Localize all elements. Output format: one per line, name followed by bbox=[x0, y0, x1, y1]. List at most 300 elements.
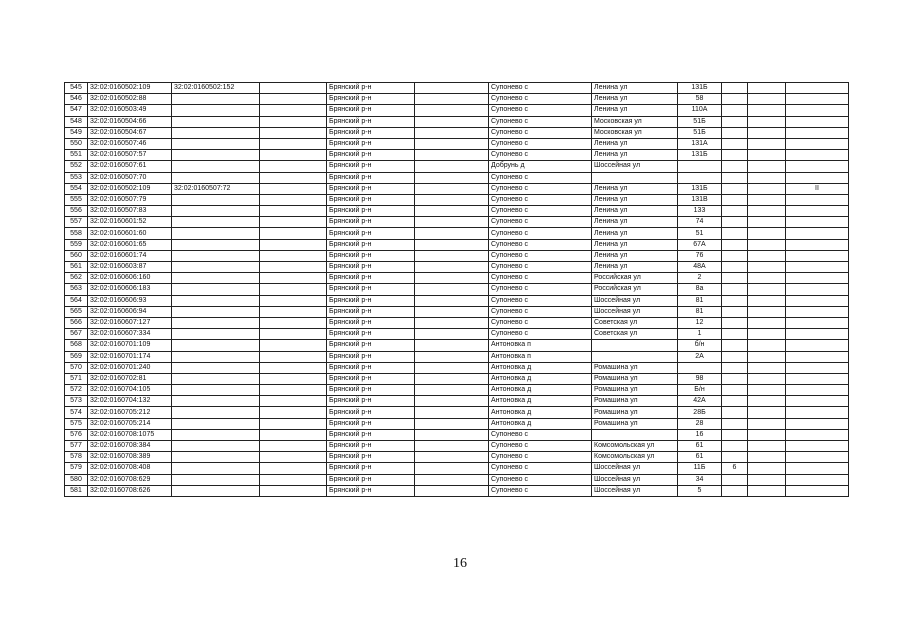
cadastral-number-cell: 32:02:0160606:93 bbox=[88, 295, 172, 306]
house-cell: 61 bbox=[678, 441, 722, 452]
table-row bbox=[65, 452, 849, 463]
mark-cell bbox=[786, 228, 849, 239]
empty-cell bbox=[415, 239, 489, 250]
row-number-cell: 548 bbox=[65, 116, 88, 127]
parent-cadastral-number-cell bbox=[172, 295, 260, 306]
parent-cadastral-number-cell bbox=[172, 239, 260, 250]
apartment-cell bbox=[722, 396, 748, 407]
empty-cell bbox=[415, 351, 489, 362]
parent-cadastral-number-cell bbox=[172, 262, 260, 273]
street-cell: Ромашина ул bbox=[592, 407, 678, 418]
parent-cadastral-number-cell bbox=[172, 351, 260, 362]
cadastral-number-cell: 32:02:0160507:57 bbox=[88, 150, 172, 161]
empty-cell bbox=[748, 295, 786, 306]
mark-cell bbox=[786, 250, 849, 261]
cadastral-number-cell: 32:02:0160502:109 bbox=[88, 83, 172, 94]
empty-cell bbox=[748, 385, 786, 396]
parent-cadastral-number-cell bbox=[172, 150, 260, 161]
empty-cell bbox=[748, 206, 786, 217]
locality-cell: Супонево с bbox=[489, 150, 592, 161]
street-cell: Шоссейная ул bbox=[592, 463, 678, 474]
parent-cadastral-number-cell bbox=[172, 407, 260, 418]
page-number: 16 bbox=[453, 556, 467, 571]
empty-cell bbox=[260, 172, 327, 183]
district-cell: Брянский р-н bbox=[327, 161, 415, 172]
cadastral-number-cell: 32:02:0160603:87 bbox=[88, 262, 172, 273]
district-cell: Брянский р-н bbox=[327, 206, 415, 217]
row-number-cell: 555 bbox=[65, 194, 88, 205]
table-row bbox=[65, 385, 849, 396]
empty-cell bbox=[260, 306, 327, 317]
locality-cell: Антоновка п bbox=[489, 351, 592, 362]
empty-cell bbox=[415, 194, 489, 205]
empty-cell bbox=[415, 83, 489, 94]
locality-cell: Супонево с bbox=[489, 83, 592, 94]
mark-cell bbox=[786, 373, 849, 384]
house-cell: Б/н bbox=[678, 385, 722, 396]
row-number-cell: 561 bbox=[65, 262, 88, 273]
apartment-cell bbox=[722, 250, 748, 261]
mark-cell bbox=[786, 284, 849, 295]
district-cell: Брянский р-н bbox=[327, 150, 415, 161]
empty-cell bbox=[260, 105, 327, 116]
mark-cell bbox=[786, 429, 849, 440]
table-row bbox=[65, 206, 849, 217]
district-cell: Брянский р-н bbox=[327, 429, 415, 440]
locality-cell: Супонево с bbox=[489, 485, 592, 496]
cadastral-number-cell: 32:02:0160504:67 bbox=[88, 127, 172, 138]
empty-cell bbox=[260, 441, 327, 452]
street-cell: Ленина ул bbox=[592, 194, 678, 205]
locality-cell: Супонево с bbox=[489, 317, 592, 328]
street-cell: Советская ул bbox=[592, 317, 678, 328]
district-cell: Брянский р-н bbox=[327, 183, 415, 194]
mark-cell bbox=[786, 83, 849, 94]
mark-cell bbox=[786, 329, 849, 340]
cadastral-number-cell: 32:02:0160704:105 bbox=[88, 385, 172, 396]
cadastral-number-cell: 32:02:0160507:61 bbox=[88, 161, 172, 172]
table-row bbox=[65, 407, 849, 418]
street-cell: Комсомольская ул bbox=[592, 452, 678, 463]
locality-cell: Добрунь д bbox=[489, 161, 592, 172]
empty-cell bbox=[748, 362, 786, 373]
empty-cell bbox=[260, 273, 327, 284]
house-cell: 58 bbox=[678, 94, 722, 105]
mark-cell bbox=[786, 340, 849, 351]
locality-cell: Супонево с bbox=[489, 105, 592, 116]
row-number-cell: 572 bbox=[65, 385, 88, 396]
apartment-cell bbox=[722, 385, 748, 396]
mark-cell bbox=[786, 127, 849, 138]
empty-cell bbox=[415, 362, 489, 373]
empty-cell bbox=[748, 239, 786, 250]
locality-cell: Супонево с bbox=[489, 295, 592, 306]
mark-cell bbox=[786, 217, 849, 228]
parent-cadastral-number-cell bbox=[172, 116, 260, 127]
district-cell: Брянский р-н bbox=[327, 385, 415, 396]
empty-cell bbox=[415, 183, 489, 194]
apartment-cell bbox=[722, 418, 748, 429]
row-number-cell: 574 bbox=[65, 407, 88, 418]
apartment-cell bbox=[722, 105, 748, 116]
cadastral-number-cell: 32:02:0160708:408 bbox=[88, 463, 172, 474]
street-cell: Шоссейная ул bbox=[592, 474, 678, 485]
empty-cell bbox=[748, 485, 786, 496]
empty-cell bbox=[415, 206, 489, 217]
row-number-cell: 545 bbox=[65, 83, 88, 94]
empty-cell bbox=[748, 452, 786, 463]
cadastral-number-cell: 32:02:0160504:66 bbox=[88, 116, 172, 127]
row-number-cell: 565 bbox=[65, 306, 88, 317]
locality-cell: Антоновка д bbox=[489, 396, 592, 407]
mark-cell bbox=[786, 262, 849, 273]
locality-cell: Супонево с bbox=[489, 183, 592, 194]
street-cell: Российская ул bbox=[592, 273, 678, 284]
empty-cell bbox=[415, 452, 489, 463]
empty-cell bbox=[748, 217, 786, 228]
empty-cell bbox=[260, 138, 327, 149]
district-cell: Брянский р-н bbox=[327, 317, 415, 328]
locality-cell: Супонево с bbox=[489, 452, 592, 463]
locality-cell: Антоновка п bbox=[489, 340, 592, 351]
apartment-cell bbox=[722, 172, 748, 183]
district-cell: Брянский р-н bbox=[327, 194, 415, 205]
empty-cell bbox=[260, 329, 327, 340]
empty-cell bbox=[748, 228, 786, 239]
parent-cadastral-number-cell bbox=[172, 474, 260, 485]
empty-cell bbox=[260, 463, 327, 474]
street-cell: Ленина ул bbox=[592, 228, 678, 239]
row-number-cell: 576 bbox=[65, 429, 88, 440]
cadastral-number-cell: 32:02:0160702:81 bbox=[88, 373, 172, 384]
house-cell: 76 bbox=[678, 250, 722, 261]
table-row bbox=[65, 273, 849, 284]
row-number-cell: 554 bbox=[65, 183, 88, 194]
parent-cadastral-number-cell bbox=[172, 105, 260, 116]
empty-cell bbox=[748, 317, 786, 328]
parent-cadastral-number-cell bbox=[172, 362, 260, 373]
row-number-cell: 550 bbox=[65, 138, 88, 149]
empty-cell bbox=[748, 340, 786, 351]
district-cell: Брянский р-н bbox=[327, 474, 415, 485]
street-cell: Ромашина ул bbox=[592, 418, 678, 429]
cadastral-number-cell: 32:02:0160708:389 bbox=[88, 452, 172, 463]
parent-cadastral-number-cell bbox=[172, 329, 260, 340]
apartment-cell bbox=[722, 295, 748, 306]
parent-cadastral-number-cell bbox=[172, 485, 260, 496]
house-cell: 51 bbox=[678, 228, 722, 239]
house-cell bbox=[678, 172, 722, 183]
empty-cell bbox=[415, 105, 489, 116]
apartment-cell bbox=[722, 150, 748, 161]
house-cell: 42А bbox=[678, 396, 722, 407]
apartment-cell bbox=[722, 138, 748, 149]
house-cell: 48А bbox=[678, 262, 722, 273]
empty-cell bbox=[415, 485, 489, 496]
empty-cell bbox=[748, 418, 786, 429]
empty-cell bbox=[260, 94, 327, 105]
row-number-cell: 568 bbox=[65, 340, 88, 351]
empty-cell bbox=[415, 474, 489, 485]
table-row bbox=[65, 306, 849, 317]
empty-cell bbox=[748, 116, 786, 127]
house-cell: 98 bbox=[678, 373, 722, 384]
cadastral-number-cell: 32:02:0160606:94 bbox=[88, 306, 172, 317]
street-cell bbox=[592, 340, 678, 351]
street-cell: Ленина ул bbox=[592, 206, 678, 217]
parent-cadastral-number-cell bbox=[172, 206, 260, 217]
row-number-cell: 578 bbox=[65, 452, 88, 463]
parent-cadastral-number-cell: 32:02:0160507:72 bbox=[172, 183, 260, 194]
locality-cell: Супонево с bbox=[489, 127, 592, 138]
empty-cell bbox=[415, 161, 489, 172]
parent-cadastral-number-cell bbox=[172, 284, 260, 295]
empty-cell bbox=[260, 351, 327, 362]
apartment-cell bbox=[722, 217, 748, 228]
district-cell: Брянский р-н bbox=[327, 127, 415, 138]
apartment-cell bbox=[722, 183, 748, 194]
apartment-cell bbox=[722, 407, 748, 418]
district-cell: Брянский р-н bbox=[327, 239, 415, 250]
parent-cadastral-number-cell bbox=[172, 452, 260, 463]
table-row bbox=[65, 194, 849, 205]
empty-cell bbox=[748, 407, 786, 418]
mark-cell bbox=[786, 194, 849, 205]
locality-cell: Супонево с bbox=[489, 217, 592, 228]
street-cell: Ленина ул bbox=[592, 138, 678, 149]
row-number-cell: 573 bbox=[65, 396, 88, 407]
locality-cell: Супонево с bbox=[489, 329, 592, 340]
row-number-cell: 549 bbox=[65, 127, 88, 138]
empty-cell bbox=[260, 407, 327, 418]
empty-cell bbox=[748, 273, 786, 284]
apartment-cell bbox=[722, 161, 748, 172]
street-cell: Ромашина ул bbox=[592, 362, 678, 373]
cadastral-number-cell: 32:02:0160606:183 bbox=[88, 284, 172, 295]
apartment-cell bbox=[722, 441, 748, 452]
locality-cell: Супонево с bbox=[489, 172, 592, 183]
cadastral-number-cell: 32:02:0160507:46 bbox=[88, 138, 172, 149]
table-row bbox=[65, 239, 849, 250]
empty-cell bbox=[415, 250, 489, 261]
house-cell: 5 bbox=[678, 485, 722, 496]
district-cell: Брянский р-н bbox=[327, 407, 415, 418]
house-cell: 133 bbox=[678, 206, 722, 217]
apartment-cell bbox=[722, 116, 748, 127]
cadastral-number-cell: 32:02:0160701:174 bbox=[88, 351, 172, 362]
row-number-cell: 569 bbox=[65, 351, 88, 362]
street-cell: Ленина ул bbox=[592, 250, 678, 261]
table-row bbox=[65, 83, 849, 94]
empty-cell bbox=[415, 373, 489, 384]
house-cell: 61 bbox=[678, 452, 722, 463]
street-cell: Ленина ул bbox=[592, 83, 678, 94]
cadastral-number-cell: 32:02:0160502:109 bbox=[88, 183, 172, 194]
cadastral-number-cell: 32:02:0160601:74 bbox=[88, 250, 172, 261]
apartment-cell bbox=[722, 239, 748, 250]
house-cell: 131Б bbox=[678, 183, 722, 194]
empty-cell bbox=[415, 116, 489, 127]
empty-cell bbox=[415, 329, 489, 340]
street-cell: Советская ул bbox=[592, 329, 678, 340]
mark-cell bbox=[786, 306, 849, 317]
parent-cadastral-number-cell bbox=[172, 228, 260, 239]
house-cell: 2 bbox=[678, 273, 722, 284]
cadastral-number-cell: 32:02:0160601:60 bbox=[88, 228, 172, 239]
parent-cadastral-number-cell bbox=[172, 127, 260, 138]
house-cell bbox=[678, 161, 722, 172]
parent-cadastral-number-cell bbox=[172, 463, 260, 474]
row-number-cell: 581 bbox=[65, 485, 88, 496]
table-row bbox=[65, 441, 849, 452]
empty-cell bbox=[748, 194, 786, 205]
cadastral-number-cell: 32:02:0160503:49 bbox=[88, 105, 172, 116]
district-cell: Брянский р-н bbox=[327, 441, 415, 452]
mark-cell bbox=[786, 239, 849, 250]
street-cell: Ленина ул bbox=[592, 150, 678, 161]
apartment-cell bbox=[722, 94, 748, 105]
mark-cell bbox=[786, 351, 849, 362]
empty-cell bbox=[260, 429, 327, 440]
district-cell: Брянский р-н bbox=[327, 452, 415, 463]
locality-cell: Супонево с bbox=[489, 138, 592, 149]
apartment-cell bbox=[722, 329, 748, 340]
cadastral-number-cell: 32:02:0160607:127 bbox=[88, 317, 172, 328]
empty-cell bbox=[260, 206, 327, 217]
table-row bbox=[65, 362, 849, 373]
locality-cell: Супонево с bbox=[489, 429, 592, 440]
table-row bbox=[65, 373, 849, 384]
row-number-cell: 564 bbox=[65, 295, 88, 306]
house-cell: 81 bbox=[678, 306, 722, 317]
mark-cell bbox=[786, 161, 849, 172]
empty-cell bbox=[415, 138, 489, 149]
house-cell: 11Б bbox=[678, 463, 722, 474]
row-number-cell: 575 bbox=[65, 418, 88, 429]
row-number-cell: 558 bbox=[65, 228, 88, 239]
empty-cell bbox=[748, 105, 786, 116]
mark-cell bbox=[786, 295, 849, 306]
row-number-cell: 570 bbox=[65, 362, 88, 373]
district-cell: Брянский р-н bbox=[327, 250, 415, 261]
house-cell: 131Б bbox=[678, 150, 722, 161]
mark-cell bbox=[786, 463, 849, 474]
parent-cadastral-number-cell bbox=[172, 441, 260, 452]
empty-cell bbox=[260, 194, 327, 205]
empty-cell bbox=[748, 127, 786, 138]
empty-cell bbox=[415, 407, 489, 418]
apartment-cell bbox=[722, 273, 748, 284]
apartment-cell bbox=[722, 262, 748, 273]
locality-cell: Супонево с bbox=[489, 194, 592, 205]
district-cell: Брянский р-н bbox=[327, 105, 415, 116]
house-cell: 16 bbox=[678, 429, 722, 440]
empty-cell bbox=[415, 385, 489, 396]
locality-cell: Супонево с bbox=[489, 463, 592, 474]
parent-cadastral-number-cell bbox=[172, 418, 260, 429]
table-row bbox=[65, 474, 849, 485]
table-row bbox=[65, 329, 849, 340]
cadastral-number-cell: 32:02:0160606:160 bbox=[88, 273, 172, 284]
parent-cadastral-number-cell bbox=[172, 396, 260, 407]
empty-cell bbox=[260, 295, 327, 306]
locality-cell: Антоновка д bbox=[489, 418, 592, 429]
cadastral-number-cell: 32:02:0160708:626 bbox=[88, 485, 172, 496]
house-cell: 74 bbox=[678, 217, 722, 228]
street-cell: Московская ул bbox=[592, 116, 678, 127]
mark-cell bbox=[786, 418, 849, 429]
locality-cell: Супонево с bbox=[489, 306, 592, 317]
empty-cell bbox=[415, 284, 489, 295]
empty-cell bbox=[415, 396, 489, 407]
apartment-cell bbox=[722, 284, 748, 295]
table-row bbox=[65, 161, 849, 172]
street-cell: Ленина ул bbox=[592, 262, 678, 273]
row-number-cell: 579 bbox=[65, 463, 88, 474]
locality-cell: Супонево с bbox=[489, 262, 592, 273]
parent-cadastral-number-cell bbox=[172, 172, 260, 183]
street-cell: Ленина ул bbox=[592, 105, 678, 116]
empty-cell bbox=[260, 150, 327, 161]
cadastral-number-cell: 32:02:0160708:384 bbox=[88, 441, 172, 452]
cadastral-number-cell: 32:02:0160607:334 bbox=[88, 329, 172, 340]
house-cell: 131Б bbox=[678, 83, 722, 94]
table-row bbox=[65, 217, 849, 228]
table-row bbox=[65, 485, 849, 496]
district-cell: Брянский р-н bbox=[327, 362, 415, 373]
street-cell bbox=[592, 172, 678, 183]
apartment-cell bbox=[722, 340, 748, 351]
locality-cell: Супонево с bbox=[489, 284, 592, 295]
mark-cell bbox=[786, 206, 849, 217]
district-cell: Брянский р-н bbox=[327, 172, 415, 183]
locality-cell: Супонево с bbox=[489, 94, 592, 105]
apartment-cell bbox=[722, 228, 748, 239]
parent-cadastral-number-cell bbox=[172, 161, 260, 172]
row-number-cell: 571 bbox=[65, 373, 88, 384]
mark-cell: II bbox=[786, 183, 849, 194]
empty-cell bbox=[748, 183, 786, 194]
district-cell: Брянский р-н bbox=[327, 373, 415, 384]
parent-cadastral-number-cell bbox=[172, 317, 260, 328]
row-number-cell: 546 bbox=[65, 94, 88, 105]
district-cell: Брянский р-н bbox=[327, 94, 415, 105]
street-cell: Шоссейная ул bbox=[592, 306, 678, 317]
street-cell: Шоссейная ул bbox=[592, 295, 678, 306]
cadastral-number-cell: 32:02:0160708:629 bbox=[88, 474, 172, 485]
street-cell bbox=[592, 351, 678, 362]
table-row bbox=[65, 138, 849, 149]
registry-table bbox=[64, 82, 849, 497]
empty-cell bbox=[748, 306, 786, 317]
mark-cell bbox=[786, 116, 849, 127]
street-cell: Шоссейная ул bbox=[592, 161, 678, 172]
district-cell: Брянский р-н bbox=[327, 396, 415, 407]
cadastral-number-cell: 32:02:0160704:132 bbox=[88, 396, 172, 407]
empty-cell bbox=[748, 396, 786, 407]
empty-cell bbox=[748, 463, 786, 474]
table-row bbox=[65, 340, 849, 351]
cadastral-number-cell: 32:02:0160701:109 bbox=[88, 340, 172, 351]
mark-cell bbox=[786, 452, 849, 463]
empty-cell bbox=[748, 329, 786, 340]
parent-cadastral-number-cell bbox=[172, 385, 260, 396]
empty-cell bbox=[260, 340, 327, 351]
row-number-cell: 551 bbox=[65, 150, 88, 161]
locality-cell: Супонево с bbox=[489, 239, 592, 250]
empty-cell bbox=[748, 150, 786, 161]
parent-cadastral-number-cell bbox=[172, 340, 260, 351]
